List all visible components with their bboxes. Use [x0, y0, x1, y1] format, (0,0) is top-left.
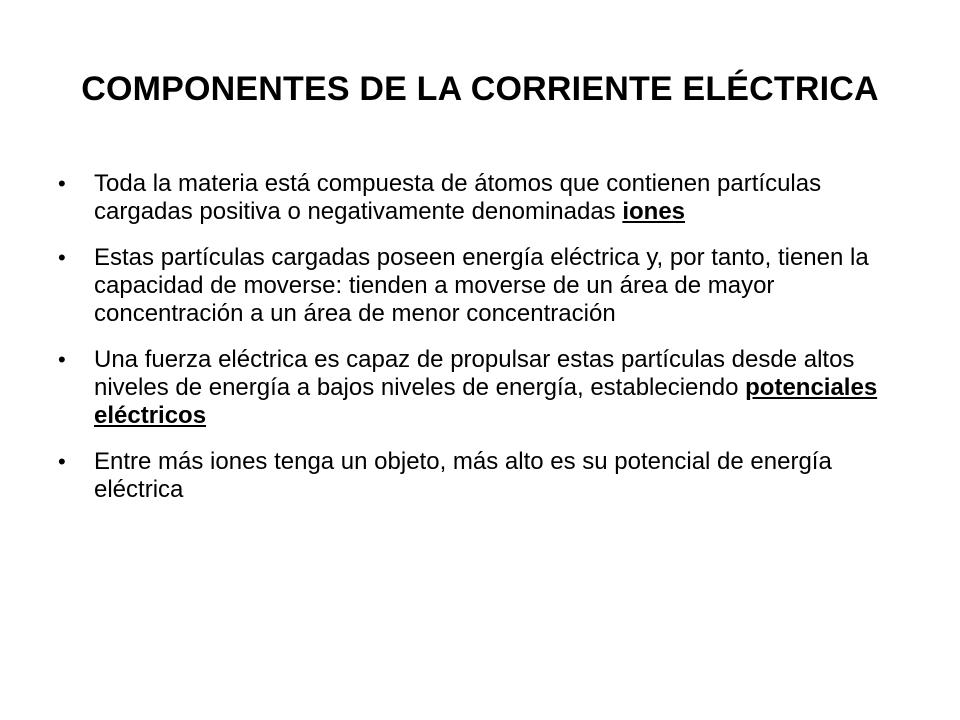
emphasis-term: iones	[622, 198, 686, 225]
bullet-item	[56, 244, 896, 328]
bullet-item	[56, 346, 896, 430]
bullet-text: Estas partículas cargadas poseen energía eléctrica y, por tanto, tienen la capacidad de moverse: tienden a moverse de un área de mayor concentración a un área de menor concentración	[94, 244, 869, 327]
bullet-text: Toda la materia está compuesta de átomos que contienen partículas cargadas positiva o negativamente denominadas	[94, 170, 822, 225]
bullet-icon: •	[58, 347, 66, 372]
bullet-list	[56, 170, 896, 522]
slide-title: COMPONENTES DE LA CORRIENTE ELÉCTRICA	[81, 70, 879, 108]
bullet-text: Una fuerza eléctrica es capaz de propulsar estas partículas desde altos niveles de energía a bajos niveles de energía, estableciendo	[94, 346, 855, 401]
bullet-icon: •	[58, 245, 66, 270]
bullet-icon: •	[58, 449, 66, 474]
bullet-item	[56, 448, 896, 504]
bullet-text: Entre más iones tenga un objeto, más alto es su potencial de energía eléctrica	[94, 448, 832, 503]
bullet-icon: •	[58, 171, 66, 196]
emphasis-term: potenciales eléctricos	[94, 374, 878, 429]
bullet-item	[56, 170, 896, 226]
